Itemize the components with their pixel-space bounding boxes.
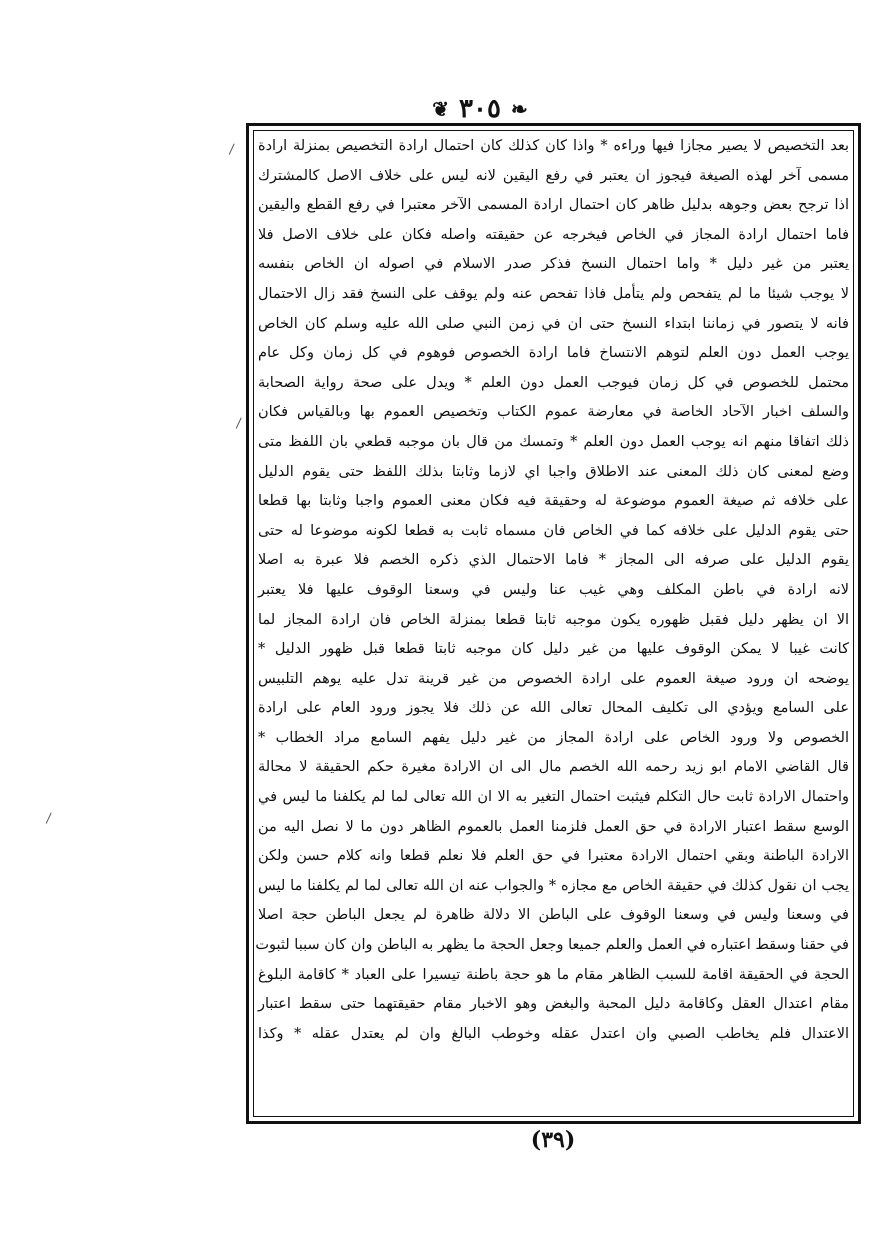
text-line: الخصوص ولا ورود الخاص على ارادة المجاز من غير دليل يفهم السامع مراد الخطاب * xyxy=(258,729,849,746)
text-line: في وسعنا وليس في وسعنا الوقوف على الباطن الا دلالة ظاهرة لم يجعل الباطن حجة اصلا xyxy=(258,907,849,924)
text-line: الوسع سقط اعتبار الارادة في حق العمل فلزمنا العمل بالعموم الظاهر دون ما لا نصل اليه من xyxy=(258,818,849,835)
text-line: على خلافه ثم صيغة العموم موضوعة له وحقيقة فيه فكان معنى العموم واجبا وثابتا بها قطعا xyxy=(258,493,849,510)
text-line: يوجب العمل دون العلم لتوهم الانتساخ فاما ارادة الخصوص فوهوم في كل زمان وكل عام xyxy=(258,345,849,362)
page-header xyxy=(380,94,580,124)
text-line: يجب ان نقول كذلك في حقيقة الخاص مع مجازه * والجواب عنه ان الله تعالى لما لم يكلفنا ما ليس xyxy=(258,877,849,894)
text-line: الارادة الباطنة وبقي احتمال الارادة معتبرا في حق العلم فلا نعلم قطعا وانه كلام حسن ولكن xyxy=(258,848,849,865)
text-line: على السامع ويؤدي الى تكليف المحال تعالى الله عن ذلك فلا يجوز ورود العام على ارادة xyxy=(258,700,849,717)
text-line: حتى يقوم الدليل على خلافه كما في الخاص فان مسماه ثابت به قطعا لكونه موضوعا له حتى xyxy=(258,522,849,539)
text-line: لا يوجب شيئا ما لم يتفحص ولم يتأمل فاذا تفحص عنه ولم يوقف على النسخ فقد زال الاحتمال xyxy=(258,285,849,302)
margin-tick xyxy=(46,813,56,826)
text-line: بعد التخصيص لا يصير مجازا فيها وراءه * واذا كان كذلك كان احتمال ارادة التخصيص بمنزلة ارادة xyxy=(258,138,849,154)
text-line: فانه لا يتصور في زماننا ابتداء النسخ حتى ان في زمن النبي صلى الله عليه وسلم كان الخاص xyxy=(258,315,849,332)
page-number: ٣٠٥ xyxy=(459,94,501,124)
signature-mark: (٣٩) xyxy=(530,1127,576,1153)
ornament-right-icon: ❦ xyxy=(432,97,450,121)
text-line: واحتمال الارادة ثابت حال التكلم فيثبت احتمال التغير به الا ان الله تعالى لما لم يكلفنا ما ليس في xyxy=(258,789,849,806)
text-line: يوضحه ان ورود صيغة العموم على ارادة الخصوص من غير قرينة تدل عليه يوهم التلبيس xyxy=(258,670,849,687)
text-line: يقوم الدليل على صرفه الى المجاز * فاما الاحتمال الذي ذكره الخصم فلا عبرة به اصلا xyxy=(258,552,849,569)
text-line: اذا ترجح بعض وجوهه بدليل ظاهر كان احتمال ارادة المسمى الآخر معتبرا في رفع القطع واليقين xyxy=(258,197,849,214)
text-line: في حقنا وسقط اعتباره في العمل والعلم جميعا وجعل الحجة ما يظهر به الباطن وان كان سببا لثبوت xyxy=(255,937,849,954)
text-line: الاعتدال فلم يخاطب الصبي وان اعتدل عقله وخوطب البالغ وان لم يعتدل عقله * وكذا xyxy=(258,1025,849,1042)
text-line: مسمى آخر لهذه الصيغة فيجوز ان يعتبر في رفع اليقين لانه ليس على خلاف الاصل كالمشترك xyxy=(258,167,849,184)
text-line: والسلف اخبار الآحاد الخاصة في معارضة عموم الكتاب وتخصيص العموم بها وبالقياس فكان xyxy=(258,404,849,421)
text-line: فاما احتمال ارادة المجاز في الخاص فيخرجه عن حقيقته واصله فكان على خلاف الاصل فلا xyxy=(258,226,849,243)
text-line: ذلك اتفاقا منهم انه يوجب العمل دون العلم * وتمسك من قال بان موجبه قطعي بان اللفظ متى xyxy=(258,433,849,450)
text-line: قال القاضي الامام ابو زيد رحمه الله الخصم مال الى ان الارادة مغيرة حكم الحقيقة لا محالة xyxy=(258,759,849,776)
text-line: يعتبر من غير دليل * واما احتمال النسخ فذكر صدر الاسلام في اصوله ان الخاص بنفسه xyxy=(258,256,849,273)
text-line: الحجة في الحقيقة اقامة للسبب الظاهر مقام ما هو حجة باطنة تيسيرا على العباد * كاقامة البلوغ xyxy=(258,966,849,983)
margin-tick xyxy=(229,144,239,157)
text-line: كانت غيبا لا يمكن الوقوف عليها من غير دليل كان موجبه ثابتا قطعا قبل ظهور الدليل * xyxy=(258,641,849,658)
ornament-left-icon: ❧ xyxy=(510,97,528,121)
text-line: مقام اعتدال العقل وكاقامة دليل المحبة والبغض وهو الاخبار مقام حقيقتهما حتى سقط اعتبار xyxy=(258,996,849,1013)
margin-tick xyxy=(236,418,246,431)
text-body xyxy=(254,132,853,1118)
text-line: لانه ارادة في باطن المكلف وهي غيب عنا وليس في وسعنا الوقوف عليها فلا يعتبر xyxy=(258,581,849,598)
text-line: الا ان يظهر دليل فقبل ظهوره يكون موجبه ثابتا قطعا بمنزلة الخاص فان ارادة المجاز لما xyxy=(258,611,849,628)
text-line: محتمل للخصوص في كل زمان فيوجب العمل دون العلم * ويدل على صحة رواية الصحابة xyxy=(258,374,849,391)
text-line: وضع لمعنى كان ذلك المعنى عند الاطلاق واجبا اي لازما وثابتا بذلك اللفظ حتى يقوم الدليل xyxy=(258,463,849,480)
